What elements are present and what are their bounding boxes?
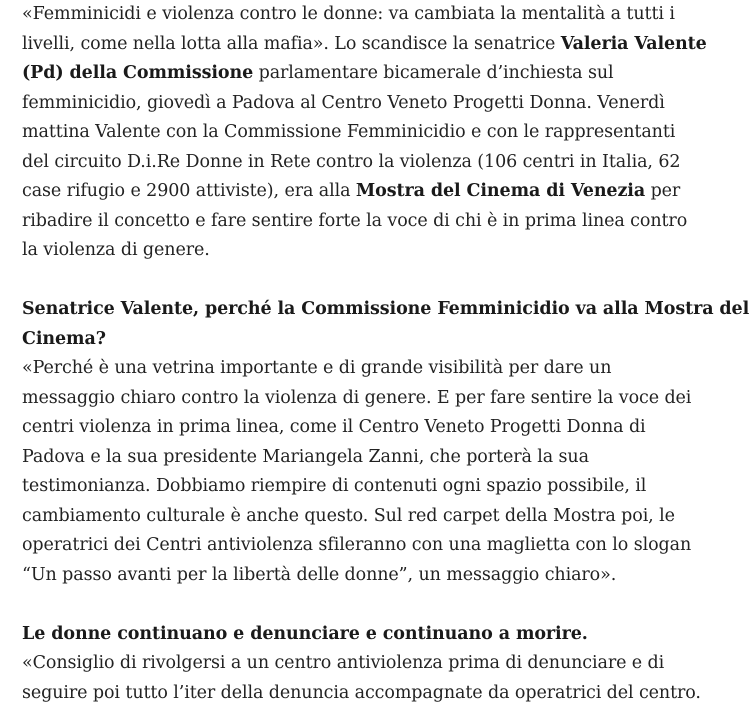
interview-question: Senatrice Valente, perché la Commissione Femminicidio va alla Mostra del (22, 299, 749, 319)
answer-line: «Perché è una vetrina importante e di grande visibilità per dare un (22, 358, 612, 378)
text-line (22, 30, 707, 60)
intro-paragraph (22, 0, 707, 266)
paragraph-gap (22, 266, 684, 296)
text-segment: case rifugio e 2900 attiviste), era alla (22, 181, 356, 201)
answer-line: operatrici dei Centri antiviolenza sfileranno con una maglietta con lo slogan (22, 535, 692, 555)
text-segment: per (645, 181, 681, 201)
answer-line: «Consiglio di rivolgersi a un centro antiviolenza prima di denunciare e di (22, 653, 665, 673)
text-line: femminicidio, giovedì a Padova al Centro Veneto Progetti Donna. Venerdì (22, 92, 665, 113)
answer-line: testimonianza. Dobbiamo riempire di contenuti ogni spazio possibile, il (22, 476, 647, 496)
text-line: ribadire il concetto e fare sentire forte la voce di chi è in prima linea contro (22, 210, 688, 231)
text-line: «Femminicidi e violenza contro le donne: va cambiata la mentalità a tutti i (22, 4, 675, 24)
text-line: mattina Valente con la Commissione Femminicidio e con le rappresentanti (22, 122, 676, 142)
qa-block-2 (22, 620, 701, 709)
interview-question: Le donne continuano e denunciare e continuano a morire. (22, 623, 588, 644)
answer-line: cambiamento culturale è anche questo. Sul red carpet della Mostra poi, le (22, 505, 675, 526)
answer-line: Padova e la sua presidente Mariangela Zanni, che porterà la sua (22, 446, 589, 467)
answer-line: messaggio chiaro contro la violenza di genere. E per fare sentire la voce dei (22, 387, 692, 408)
article-body (22, 0, 749, 708)
answer-line: seguire poi tutto l’iter della denuncia accompagnate da operatrici del centro. (22, 682, 701, 703)
bold-event: Mostra del Cinema di Venezia (355, 181, 646, 201)
answer-line: centri violenza in prima linea, come il Centro Veneto Progetti Donna di (22, 417, 646, 437)
qa-block-1 (22, 295, 749, 590)
bold-affiliation: (Pd) della Commissione (22, 63, 254, 83)
text-segment: livelli, come nella lotta alla mafia». Lo scandisce la senatrice (22, 33, 561, 54)
text-line: la violenza di genere. (22, 240, 210, 260)
bold-name: Valeria Valente (560, 33, 707, 54)
answer-line: “Un passo avanti per la libertà delle donne”, un messaggio chiaro». (22, 564, 617, 585)
paragraph-gap (22, 590, 684, 620)
text-line: del circuito D.i.Re Donne in Rete contro la violenza (106 centri in Italia, 62 (22, 151, 681, 172)
interview-question: Cinema? (22, 328, 106, 349)
text-line (22, 177, 684, 207)
text-line (22, 59, 684, 89)
text-segment: parlamentare bicamerale d’inchiesta sul (253, 63, 614, 83)
